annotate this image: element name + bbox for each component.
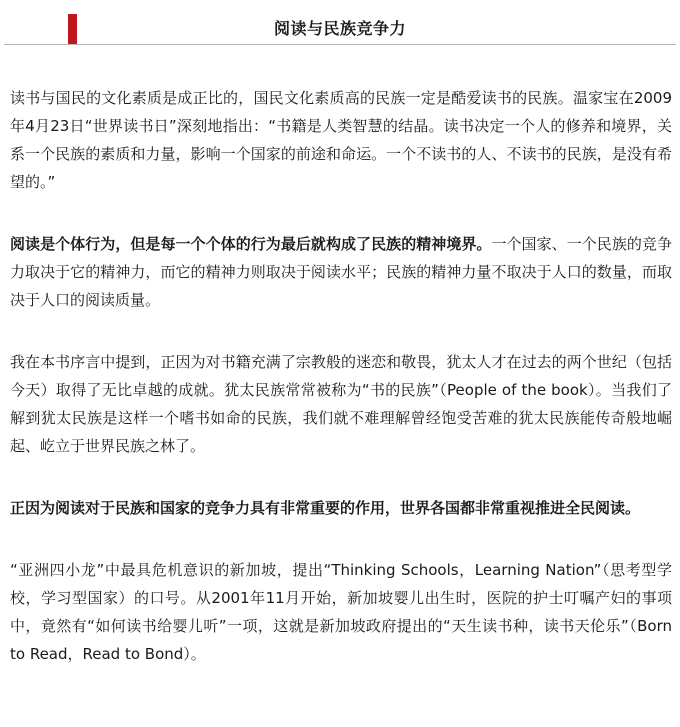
paragraph-4-bold: 正因为阅读对于民族和国家的竞争力具有非常重要的作用，世界各国都非常重视推进全民阅读。: [10, 499, 641, 517]
paragraph-3-text: 我在本书序言中提到，正因为对书籍充满了宗教般的迷恋和敬畏，犹太人才在过去的两个世纪（包括今天）取得了无比卓越的成就。犹太民族常常被称为“书的民族”（People of the book）。当我们了解到犹太民族是这样一个嗜书如命的民族，我们就不难理解曾经饱受苦难的犹太民族能传奇般地崛起、屹立于世界民族之林了。: [10, 353, 672, 455]
paragraph-5: [10, 556, 672, 668]
paragraph-4: [10, 494, 672, 522]
paragraph-2: [10, 230, 672, 314]
paragraph-5-text: “亚洲四小龙”中最具危机意识的新加坡，提出“Thinking Schools，Learning Nation”（思考型学校，学习型国家）的口号。从2001年11月开始，新加坡婴儿出生时，医院的护士叮嘱产妇的事项中，竟然有“如何读书给婴儿听”一项，这就是新加坡政府提出的“天生读书种，读书天伦乐”（Born to Read，Read to Bond）。: [10, 561, 672, 663]
paragraph-3: [10, 348, 672, 460]
paragraph-2-bold: 阅读是个体行为，但是每一个个体的行为最后就构成了民族的精神境界。: [10, 235, 492, 253]
article-header: [0, 0, 680, 46]
paragraph-2-text: 一个国家、一个民族的竞争力取决于它的精神力，而它的精神力则取决于阅读水平；民族的精神力量不取决于人口的数量，而取决于人口的阅读质量。: [10, 235, 672, 309]
paragraph-1-text: 读书与国民的文化素质是成正比的，国民文化素质高的民族一定是酷爱读书的民族。温家宝在2009年4月23日“世界读书日”深刻地指出：“书籍是人类智慧的结晶。读书决定一个人的修养和境界，关系一个民族的素质和力量，影响一个国家的前途和命运。一个不读书的人、不读书的民族，是没有希望的。”: [10, 89, 672, 191]
article-body: [10, 84, 672, 702]
header-divider: [4, 44, 676, 45]
paragraph-1: [10, 84, 672, 196]
article-title: 阅读与民族竞争力: [273, 19, 406, 38]
